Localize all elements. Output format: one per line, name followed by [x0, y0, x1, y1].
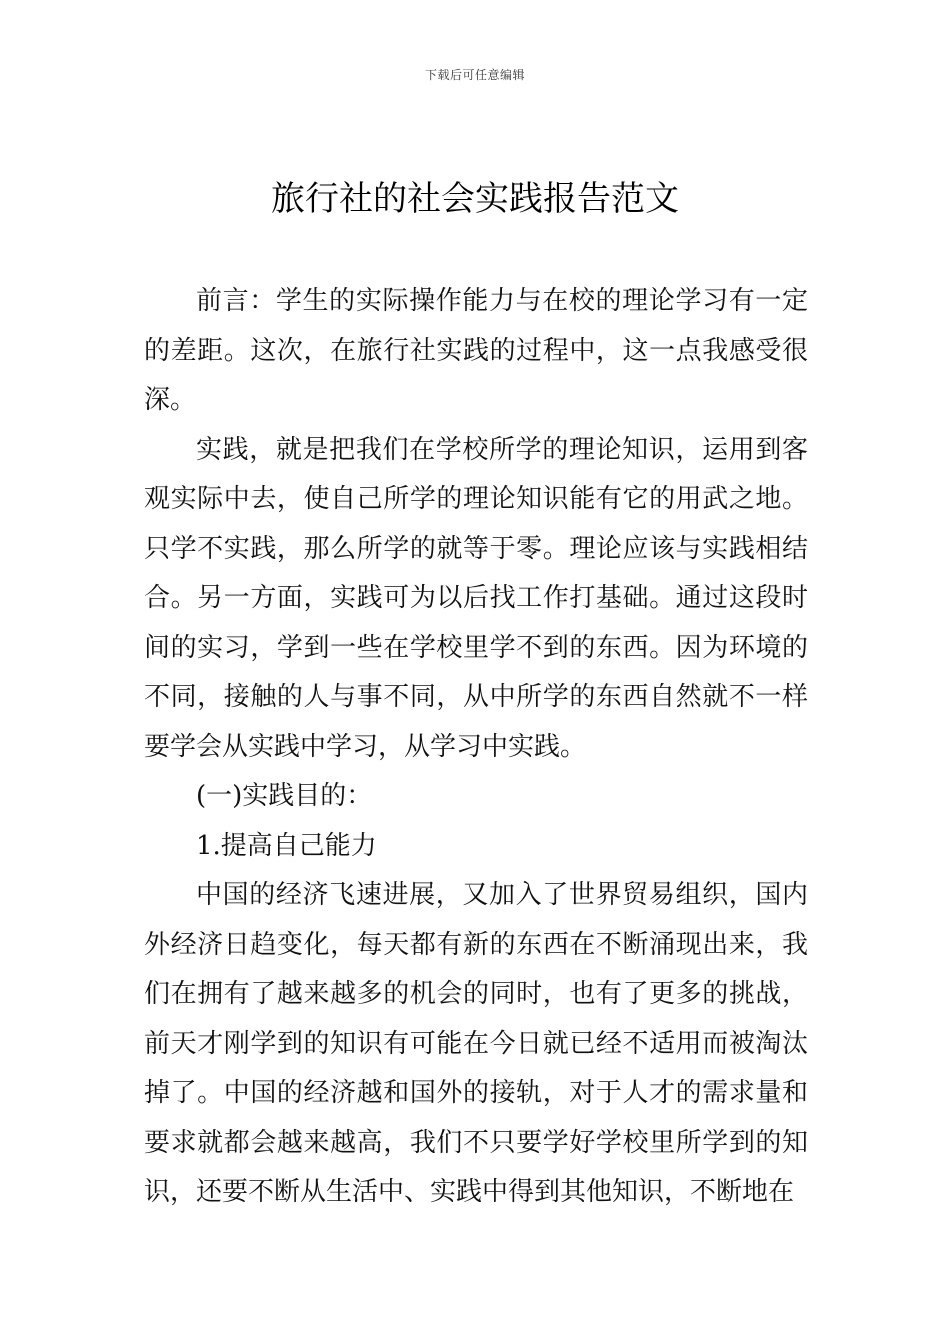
section-heading-purpose: (一)实践目的： [196, 781, 373, 811]
document-body [144, 277, 808, 1218]
document-title: 旅行社的社会实践报告范文 [271, 179, 679, 219]
subheading-improve-ability: 1.提高自己能力 [196, 830, 377, 861]
paragraph-preface: 前言：学生的实际操作能力与在校的理论学习有一定的差距。这次，在旅行社实践的过程中，这一点我感受很深。 [144, 286, 808, 415]
paragraph-economy: 中国的经济飞速进展，又加入了世界贸易组织，国内外经济日趋变化，每天都有新的东西在不断涌现出来，我们在拥有了越来越多的机会的同时，也有了更多的挑战，前天才刚学到的知识有可能在今日就已经不适用而被淘汰掉了。中国的经济越和国外的接轨，对于人才的需求量和要求就都会越来越高，我们不只要学好学校里所学到的知识，还要不断从生活中、实践中得到其他知识，不断地在 [144, 880, 808, 1207]
paragraph-practice: 实践，就是把我们在学校所学的理论知识，运用到客观实际中去，使自己所学的理论知识能有它的用武之地。只学不实践，那么所学的就等于零。理论应该与实践相结合。另一方面，实践可为以后找工作打基础。通过这段时间的实习，学到一些在学校里学不到的东西。因为环境的不同，接触的人与事不同，从中所学的东西自然就不一样要学会从实践中学习，从学习中实践。 [144, 434, 808, 762]
header-note: 下载后可任意编辑 [424, 68, 525, 82]
